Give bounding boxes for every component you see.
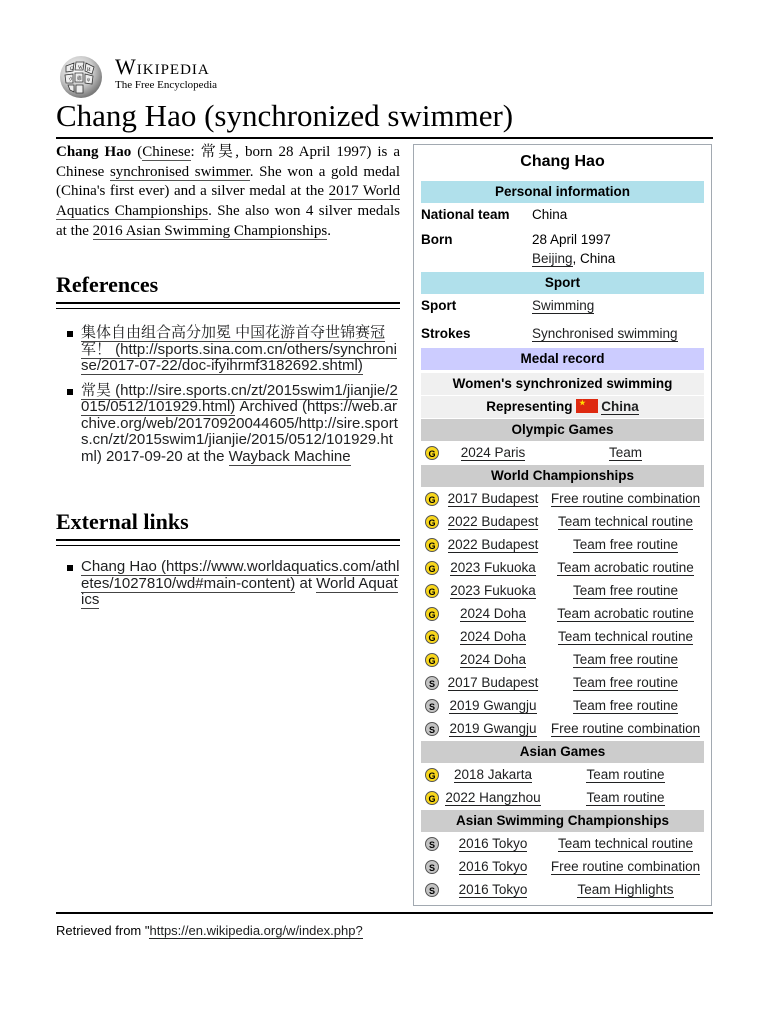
medal-discipline-link[interactable]: Team free routine <box>572 698 679 713</box>
medal-event <box>441 488 545 510</box>
medal-discipline-link[interactable]: Team routine <box>586 767 665 782</box>
born-place <box>532 249 615 268</box>
silver-medal-icon: S <box>425 699 439 713</box>
medal-section-header: Asian Swimming Championships <box>421 810 704 832</box>
medal-row <box>421 626 704 648</box>
external-links-divider <box>56 539 400 541</box>
medal-event-link[interactable]: 2016 Tokyo <box>458 859 528 874</box>
medal-row <box>421 534 704 556</box>
references-divider <box>56 302 400 304</box>
gold-medal-icon: G <box>425 538 439 552</box>
medal-event <box>441 833 545 855</box>
retrieved-prefix: Retrieved from " <box>56 923 150 938</box>
medal-record-header: Medal record <box>421 348 704 370</box>
bullet <box>67 389 73 395</box>
medal-event-link[interactable]: 2022 Budapest <box>447 514 539 529</box>
medal-event <box>441 695 545 717</box>
lead-text: . <box>327 222 332 239</box>
medal-event <box>441 672 545 694</box>
medal-discipline <box>547 442 704 464</box>
medal-discipline-link[interactable]: Free routine combination <box>550 491 701 506</box>
world-aquatics-link[interactable]: World Aquatics <box>81 574 398 608</box>
medal-discipline-link[interactable]: Team technical routine <box>557 836 694 851</box>
medal-row <box>421 695 704 717</box>
medal-event <box>441 626 545 648</box>
medal-discipline <box>547 672 704 694</box>
lead-text: ( <box>131 144 143 160</box>
medal-row <box>421 672 704 694</box>
external-link-item <box>56 559 400 609</box>
medal-event <box>441 879 545 901</box>
medal-discipline <box>547 534 704 556</box>
medal-row <box>421 718 704 740</box>
china-flag-icon: ★ <box>576 399 598 413</box>
medal-discipline <box>547 787 704 809</box>
wayback-machine-link[interactable]: Wayback Machine <box>228 447 351 465</box>
medal-event-link[interactable]: 2024 Doha <box>459 606 527 621</box>
medal-discipline-link[interactable]: Team technical routine <box>557 629 694 644</box>
strokes-value <box>532 324 678 343</box>
gold-medal-icon: G <box>425 446 439 460</box>
medal-event-link[interactable]: 2023 Fukuoka <box>450 583 536 598</box>
medal-discipline-link[interactable]: Team technical routine <box>557 514 694 529</box>
national-team-label: National team <box>421 207 510 222</box>
world-aquatics-athlete-link[interactable]: Chang Hao (https://www.worldaquatics.com/athletes/1027810/wd#main-content) <box>81 558 400 592</box>
medal-event <box>441 442 545 464</box>
medal-discipline <box>547 557 704 579</box>
gold-medal-icon: G <box>425 630 439 644</box>
medal-row <box>421 603 704 625</box>
medal-event <box>441 856 545 878</box>
medal-section-header: World Championships <box>421 465 704 487</box>
medal-discipline <box>547 649 704 671</box>
medal-row <box>421 442 704 464</box>
footer-divider <box>56 912 713 914</box>
asian-championships-2016-link[interactable]: 2016 Asian Swimming Championships <box>92 222 328 239</box>
retrieved-from <box>56 923 363 938</box>
swimming-link[interactable]: Swimming <box>532 298 595 313</box>
gold-medal-icon: G <box>425 791 439 805</box>
discipline-header: Women's synchronized swimming <box>421 373 704 395</box>
personal-information-header: Personal information <box>421 181 704 203</box>
lead-text: . She won a gold medal (China's first ever) and a silver medal at the <box>56 163 401 200</box>
born-country: , China <box>572 251 616 266</box>
synchronised-swimming-link[interactable]: Synchronised swimming <box>532 326 678 341</box>
references-divider-thin <box>56 308 400 309</box>
tagline: The Free Encyclopedia <box>115 79 218 91</box>
svg-text:И: И <box>87 68 91 73</box>
svg-text:維: 維 <box>77 77 83 82</box>
medal-discipline <box>547 580 704 602</box>
archived-link[interactable]: Archived (https://web.archive.org/web/20170920044605/http://sire.sports.cn/zt/2015swim1/jianjie/2015/0512/101929.html) <box>81 398 398 465</box>
medal-discipline-link[interactable]: Team free routine <box>572 675 679 690</box>
national-team-value: China <box>532 207 568 222</box>
external-links-list <box>56 559 400 617</box>
medal-event-link[interactable]: 2024 Doha <box>459 652 527 667</box>
medal-section-header: Asian Games <box>421 741 704 763</box>
medal-discipline <box>547 626 704 648</box>
infobox-title: Chang Hao <box>520 153 605 170</box>
medal-discipline-link[interactable]: Free routine combination <box>550 859 701 874</box>
medal-event-link[interactable]: 2022 Hangzhou <box>445 790 541 805</box>
medal-event-link[interactable]: 2019 Gwangju <box>449 721 537 736</box>
medal-event-link[interactable]: 2024 Paris <box>460 445 526 460</box>
medal-discipline-link[interactable]: Team Highlights <box>577 882 674 897</box>
references-heading: References <box>56 272 159 297</box>
born-value <box>532 230 615 268</box>
medal-row <box>421 856 704 878</box>
svg-text:W: W <box>78 66 83 71</box>
medal-event-link[interactable]: 2016 Tokyo <box>458 882 528 897</box>
retrieved-url-link[interactable]: https://en.wikipedia.org/w/index.php? <box>149 923 363 938</box>
silver-medal-icon: S <box>425 837 439 851</box>
medal-discipline <box>547 488 704 510</box>
medal-discipline <box>547 879 704 901</box>
silver-medal-icon: S <box>425 722 439 736</box>
chinese-link[interactable]: Chinese <box>142 144 191 160</box>
archived-date-text: 2017-09-20 at the <box>101 447 229 465</box>
medal-discipline <box>547 603 704 625</box>
silver-medal-icon: S <box>425 676 439 690</box>
china-link[interactable]: China <box>601 399 639 414</box>
representing-label: Representing <box>486 399 573 414</box>
strokes-label: Strokes <box>421 326 471 341</box>
medal-discipline <box>547 833 704 855</box>
svg-text:ψ: ψ <box>87 78 91 83</box>
medal-event-link[interactable]: 2016 Tokyo <box>458 836 528 851</box>
born-date: 28 April 1997 <box>532 232 611 247</box>
medal-discipline-link[interactable]: Team acrobatic routine <box>557 560 694 575</box>
medal-row <box>421 787 704 809</box>
external-links-divider-thin <box>56 545 400 546</box>
medal-discipline-link[interactable]: Team routine <box>586 790 665 805</box>
reference-item <box>56 325 400 375</box>
svg-text:Ω: Ω <box>70 67 74 72</box>
medal-event-link[interactable]: 2022 Budapest <box>447 537 539 552</box>
medal-event <box>441 649 545 671</box>
medal-row <box>421 649 704 671</box>
medal-row <box>421 511 704 533</box>
gold-medal-icon: G <box>425 515 439 529</box>
medal-event <box>441 534 545 556</box>
reference-item <box>56 383 400 466</box>
subject-name: Chang Hao <box>56 144 132 160</box>
medal-event <box>441 580 545 602</box>
medal-discipline-link[interactable]: Free routine combination <box>550 721 701 736</box>
gold-medal-icon: G <box>425 653 439 667</box>
medal-discipline-link[interactable]: Team free routine <box>572 537 679 552</box>
reference-link-sina[interactable]: 集体自由组合高分加冕 中国花游首夺世锦赛冠军！ (http://sports.sina.com.cn/others/synchronise/2017-07-22/doc-ifyihrmf3182692.shtml) <box>81 324 397 374</box>
medal-discipline-link[interactable]: Team free routine <box>572 583 679 598</box>
medal-row <box>421 764 704 786</box>
representing-header <box>421 396 704 418</box>
silver-medal-icon: S <box>425 860 439 874</box>
gold-medal-icon: G <box>425 492 439 506</box>
bullet <box>67 331 73 337</box>
medal-event-link[interactable]: 2019 Gwangju <box>449 698 537 713</box>
gold-medal-icon: G <box>425 607 439 621</box>
reference-link-sports-cn[interactable]: 常昊 (http://sire.sports.cn/zt/2015swim1/jianjie/2015/0512/101929.html) <box>81 381 398 415</box>
medal-discipline <box>547 764 704 786</box>
medal-discipline <box>547 511 704 533</box>
wikipedia-globe-logo[interactable] <box>56 54 106 100</box>
born-label: Born <box>421 232 453 247</box>
lead-text: . She also won 4 silver medals at the <box>56 203 400 239</box>
medal-event <box>441 511 545 533</box>
world-championships-2017-link[interactable]: 2017 World Aquatics Championships <box>56 183 400 220</box>
references-list <box>56 325 400 473</box>
external-links-heading: External links <box>56 509 189 534</box>
bullet <box>67 565 73 571</box>
medal-event <box>441 787 545 809</box>
medal-discipline <box>547 856 704 878</box>
gold-medal-icon: G <box>425 584 439 598</box>
medal-event-link[interactable]: 2018 Jakarta <box>453 767 533 782</box>
link-text: at <box>295 574 317 592</box>
infobox <box>413 144 712 906</box>
gold-medal-icon: G <box>425 768 439 782</box>
medal-row <box>421 879 704 901</box>
medal-event-link[interactable]: 2024 Doha <box>459 629 527 644</box>
medal-discipline-link[interactable]: Team <box>608 445 642 460</box>
medal-event-link[interactable]: 2017 Budapest <box>447 491 539 506</box>
medal-event <box>441 603 545 625</box>
medal-discipline-link[interactable]: Team acrobatic routine <box>557 606 694 621</box>
lead-text: : 常昊, born 28 April 1997) is a Chinese <box>56 144 401 180</box>
medal-row <box>421 580 704 602</box>
medal-event <box>441 764 545 786</box>
sport-header: Sport <box>421 272 704 294</box>
medal-discipline-link[interactable]: Team free routine <box>572 652 679 667</box>
silver-medal-icon: S <box>425 883 439 897</box>
svg-text:ウ: ウ <box>68 78 74 83</box>
medal-event-link[interactable]: 2023 Fukuoka <box>450 560 536 575</box>
sport-value <box>532 296 594 315</box>
lead-paragraph <box>56 143 400 242</box>
medal-section-header: Olympic Games <box>421 419 704 441</box>
synchronised-swimmer-link[interactable]: synchronised swimmer <box>109 163 250 180</box>
medal-discipline <box>547 695 704 717</box>
medal-event <box>441 718 545 740</box>
medal-row <box>421 488 704 510</box>
wordmark-text: Wikipedia <box>115 54 210 79</box>
medal-row <box>421 833 704 855</box>
medal-discipline <box>547 718 704 740</box>
medal-event <box>441 557 545 579</box>
title-divider <box>56 137 713 139</box>
medal-event-link[interactable]: 2017 Budapest <box>447 675 539 690</box>
beijing-link[interactable]: Beijing <box>532 251 573 266</box>
wikipedia-wordmark[interactable] <box>115 55 217 91</box>
page-title: Chang Hao (synchronized swimmer) <box>56 98 514 133</box>
medal-row <box>421 557 704 579</box>
gold-medal-icon: G <box>425 561 439 575</box>
sport-label: Sport <box>421 298 457 313</box>
